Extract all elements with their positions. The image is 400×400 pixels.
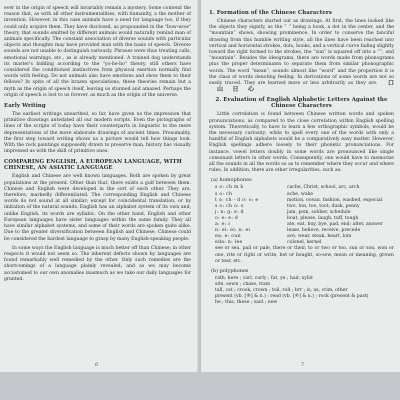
right-page-number: 7 (301, 362, 305, 368)
list-item: present (vb. [®] & n.) ; read (vb. [®] & n.) ; rock (present & past) (215, 293, 369, 299)
right-para-2: Little correlation is found between Chinese written words and spoken pronunciations, as compared to the close correlation within English spelling system. Theoretically, to have to learn a few orthographic symbols, would be the necessary curiosity; while to spell every one of the words with only a handful of English alphabets would be a comparatively easy matter. However, English spellings adhere loosely to their phonetic pronunciations. For instance, vowel letters doubly in some words are pronounced like single consonant letters in other words. Consequently, one would have to memorize all the sounds in all the words so as to remember where they occur and where rules. In addition, there are other irregularities, such as: (209, 112, 394, 174)
right-para-1 (209, 19, 394, 93)
list-item: s o: ch m b cache, Christ, school, arc, arch (215, 185, 360, 191)
left-para-1: ever in the origin of speech will invariably remain a mystery. Some contend the reason that, as with all other instrumentalities, with humanity, a the mother of invention. However, in this case animals have a need for language too, if they could only acquire them. They have disclosed, as propounded in the "bow-wow" theory, that sounds emitted by different animals would naturally remind man of animals specifically. The constant association of diverse sounds with particular objects and thoughts may have provided man with the basis of speech. Diverse sounds are not unable to distinguish variously. Phrases were thus treating calls, emotional warnings, etc., as is already mentioned. A trained dog understands its master's bidding according to the "yo-he-ho" theory, still others have considered the conditioned instinctives from physical exertion normally find words with feeling. Do not animals also have emotions and show them to their fellows? In spite of all the brazen speculations, these theories remain but a myth as the origin of speech itself, leaving us stunned and amazed. Perhaps the origin of speech is lost to us forever, as much as the origin of the universe. (4, 6, 191, 98)
list-item: eda: n: lee colonel, kernel (215, 240, 322, 246)
left-page (0, 0, 199, 372)
list-item: s o: ch ache, wake (215, 191, 314, 197)
left-para-4: In some ways the English language is much better off than Chinese; in other respects it would not seem so. The inherent defects shown by languages are found remarkably well remedied by the other. Only such remedies are the shortcomings of a language plainly revealed; and as we may become accustomed to our own anomalies inasmuch as we take our daily languages for granted. (4, 245, 191, 282)
homophones-list (209, 185, 394, 246)
list-item: rath, here ; carl, curly ; fat, ye ; hair, xylid (215, 275, 313, 281)
list-item: t o: ch - d o: o: e motion, ocean, fashion, washed, especial (215, 197, 383, 203)
left-heading-comparing: COMPARING ENGLISH, A EUROPEAN LANGUAGE, WITH CHINESE, AN ASIATIC LANGUAGE (4, 159, 182, 172)
list-item: he ; this, these ; said ; new (215, 300, 278, 306)
homophones-tail: see or sea, pail or pale, there or their, to or two or too, sun or son, won or one, rite or right or write, bet or bought, so-sow, mean or meaning, grown or tear, etc. (215, 246, 394, 264)
chinese-glyph-mouth: 口 (387, 80, 394, 88)
table-surface (0, 372, 400, 400)
polyphones-heading: (b) polyphones (211, 267, 249, 274)
chinese-glyph-mountain: 山 (217, 86, 224, 94)
right-para-1-text: Chinese characters started out as drawings. At first, the lines looked like the objects they signify, as the “ ” being a hook, a dot in the center, and the “mountain” shows, showing prominence. In order to conserve the fanciful drawing from this humble writing style, all the lines have been reached into vertical and horizontal strokes, dots, hooks, and a vertical curve fading slightly toward the right formed to the strokes, the “sun” is squared off into a “”, and “mountain”. Besides the ideograms, there are words made from phonograms plus the proper determinants to separate them from similar phonographic words. The word “mean”, sounds almost like “word” and the proportion it is the class of words denoting feeling. In derivations of some words are not so easily traced. They are learned more or less arbitrarily as they are. (209, 19, 394, 87)
right-heading-formation: 1. Formation of the Chinese Characters (209, 10, 332, 16)
list-item: s o: ch o: o two, ton, too, toot; dusk, penny (215, 203, 360, 209)
list-item: o: e: e: d boat, please, laugh, tuff, tough (215, 215, 359, 221)
list-item: ea: e: oun ace, wear, steak, heart, loin (215, 234, 352, 240)
right-page (201, 0, 400, 372)
left-page-number: 6 (95, 362, 99, 368)
list-item: n: ei: ei: n: ei lease, believe, receive, precede (215, 228, 361, 234)
list-item: tall, cat ; crook, crown ; toil, roll ; brr ; is, us, crim, other (215, 287, 348, 293)
list-item: site, sewn ; chase, tram (215, 281, 271, 287)
chinese-glyph-heart: 心 (247, 86, 254, 94)
left-para-2: The earliest writings unearthed, so far, have given us the impression that primitive drawings antedated all our modern scripts. Even the pictographs of lines of the scripts of today have their counterparts in linguistic to the mere depresentations of the more elaborate drawings of ancient times. Presumably, the first step toward writing shows us a picture would tell how things look. With the rock paintings supposedly drawn to preserve man, history has visually impressed us with the skill of primitive ones. (4, 112, 191, 155)
left-para-3: English and Chinese are well known languages. Both are spoken by great populations at the present. Other than that, there exists a gulf between them. Chinese and English were developed in the sort of each other. They are, therefore, markedly differentiated. The corresponding English and Chinese words do not sound at all similar; except for coincidental translation, or by imitation of the natural sounds. English has an alphabet system of its own and, unlike English, its words are syllabic. On the other hand, English and other European languages have sister languages within the same family. They all have similar alphabet systems, and some of their words are spoken quite alike. Due to the greater diversification between English and Chinese, Chinese could be considered the hardest language to grasp by many English-speaking people. (4, 174, 191, 242)
right-heading-evaluation: 2. Evaluation of English Alphabetic Letters Against the Chinese Characters (215, 97, 388, 110)
chinese-glyph-sun: 日 (232, 86, 239, 94)
left-heading-early-writing: Early Writing (4, 103, 46, 110)
list-item: j: n: g: e: d jam, pom, soldier, schedule (215, 209, 351, 215)
list-item: a: e: i ate, eat, buy, bye, pad, end; alter, answer (215, 222, 383, 228)
homophones-heading: (a) homophones (211, 177, 252, 184)
